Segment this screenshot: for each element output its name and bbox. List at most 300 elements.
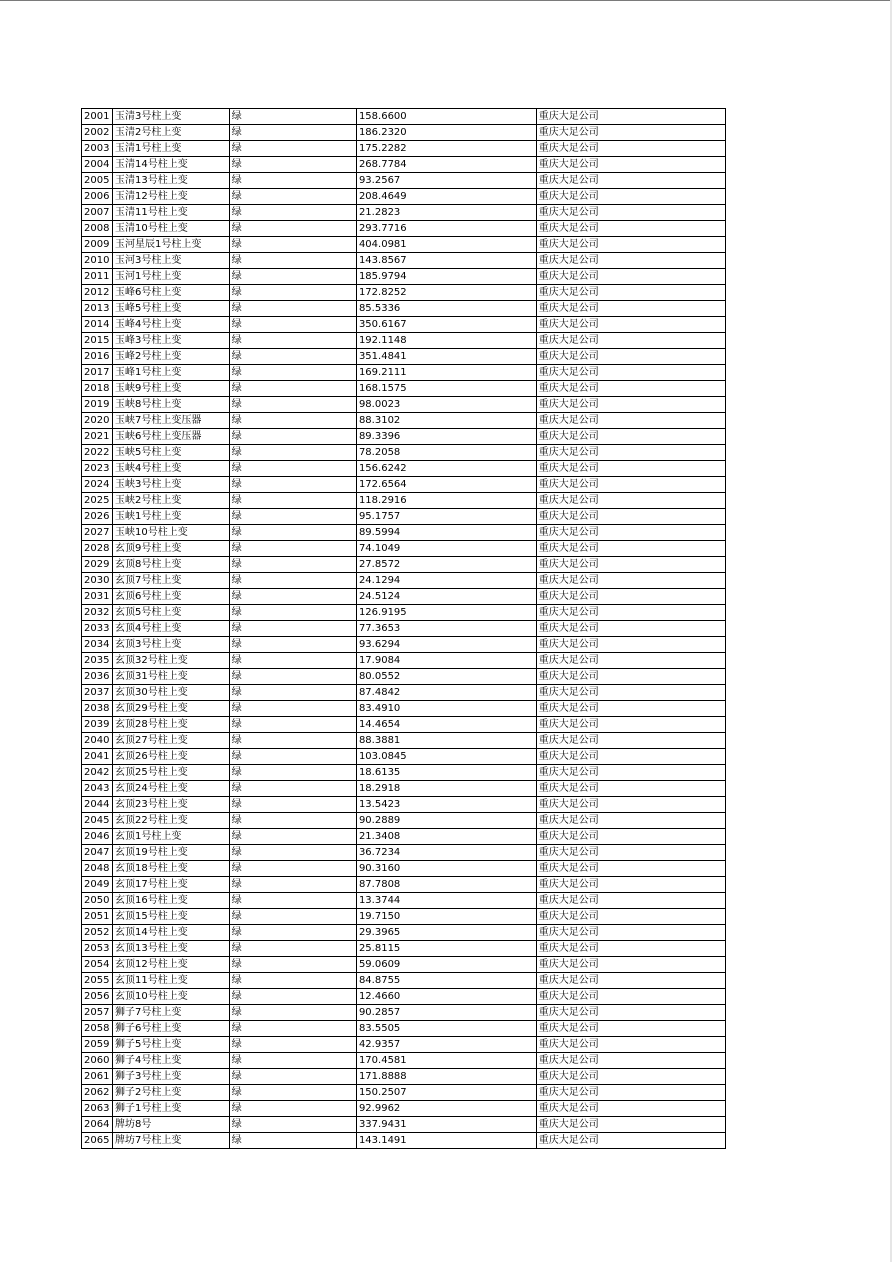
table-row [82, 637, 726, 653]
table-row [82, 589, 726, 605]
cell-id: 2021 [82, 429, 113, 445]
cell-value: 18.6135 [356, 765, 536, 781]
cell-color: 绿 [229, 845, 356, 861]
cell-color: 绿 [229, 669, 356, 685]
cell-value: 185.9794 [356, 269, 536, 285]
cell-name: 玉清2号柱上变 [113, 125, 230, 141]
cell-color: 绿 [229, 493, 356, 509]
cell-color: 绿 [229, 1005, 356, 1021]
cell-value: 88.3881 [356, 733, 536, 749]
table-row [82, 749, 726, 765]
table-row [82, 157, 726, 173]
table-row [82, 573, 726, 589]
cell-name: 玄顶9号柱上变 [113, 541, 230, 557]
cell-color: 绿 [229, 813, 356, 829]
cell-value: 171.8888 [356, 1069, 536, 1085]
cell-name: 玄顶10号柱上变 [113, 989, 230, 1005]
cell-name: 玉河星辰1号柱上变 [113, 237, 230, 253]
cell-color: 绿 [229, 1053, 356, 1069]
cell-color: 绿 [229, 173, 356, 189]
cell-company: 重庆大足公司 [536, 109, 725, 125]
cell-color: 绿 [229, 909, 356, 925]
cell-name: 玉峡8号柱上变 [113, 397, 230, 413]
cell-company: 重庆大足公司 [536, 589, 725, 605]
table-row [82, 397, 726, 413]
cell-color: 绿 [229, 589, 356, 605]
cell-color: 绿 [229, 557, 356, 573]
cell-value: 143.1491 [356, 1133, 536, 1149]
table-row [82, 701, 726, 717]
cell-company: 重庆大足公司 [536, 365, 725, 381]
cell-name: 玄顶11号柱上变 [113, 973, 230, 989]
cell-value: 90.2889 [356, 813, 536, 829]
cell-id: 2010 [82, 253, 113, 269]
cell-id: 2027 [82, 525, 113, 541]
cell-id: 2015 [82, 333, 113, 349]
cell-color: 绿 [229, 253, 356, 269]
cell-name: 玉峰3号柱上变 [113, 333, 230, 349]
cell-color: 绿 [229, 717, 356, 733]
cell-name: 玄顶25号柱上变 [113, 765, 230, 781]
cell-name: 玄顶32号柱上变 [113, 653, 230, 669]
cell-id: 2048 [82, 861, 113, 877]
cell-color: 绿 [229, 381, 356, 397]
cell-name: 玉峡3号柱上变 [113, 477, 230, 493]
cell-company: 重庆大足公司 [536, 205, 725, 221]
cell-company: 重庆大足公司 [536, 237, 725, 253]
cell-value: 118.2916 [356, 493, 536, 509]
table-row [82, 333, 726, 349]
cell-name: 玉峰1号柱上变 [113, 365, 230, 381]
cell-id: 2017 [82, 365, 113, 381]
cell-id: 2051 [82, 909, 113, 925]
cell-value: 95.1757 [356, 509, 536, 525]
cell-company: 重庆大足公司 [536, 989, 725, 1005]
table-row [82, 909, 726, 925]
cell-id: 2056 [82, 989, 113, 1005]
cell-value: 74.1049 [356, 541, 536, 557]
cell-name: 玄顶8号柱上变 [113, 557, 230, 573]
cell-id: 2065 [82, 1133, 113, 1149]
cell-name: 玄顶4号柱上变 [113, 621, 230, 637]
cell-color: 绿 [229, 541, 356, 557]
cell-company: 重庆大足公司 [536, 829, 725, 845]
cell-name: 玄顶1号柱上变 [113, 829, 230, 845]
cell-value: 84.8755 [356, 973, 536, 989]
table-row [82, 669, 726, 685]
cell-name: 玄顶12号柱上变 [113, 957, 230, 973]
cell-value: 192.1148 [356, 333, 536, 349]
cell-name: 玄顶5号柱上变 [113, 605, 230, 621]
table-row [82, 829, 726, 845]
cell-color: 绿 [229, 973, 356, 989]
cell-name: 玉峡5号柱上变 [113, 445, 230, 461]
cell-color: 绿 [229, 893, 356, 909]
table-row [82, 1117, 726, 1133]
cell-value: 12.4660 [356, 989, 536, 1005]
cell-id: 2014 [82, 317, 113, 333]
cell-value: 24.5124 [356, 589, 536, 605]
cell-id: 2047 [82, 845, 113, 861]
cell-name: 狮子3号柱上变 [113, 1069, 230, 1085]
cell-company: 重庆大足公司 [536, 925, 725, 941]
cell-company: 重庆大足公司 [536, 749, 725, 765]
cell-color: 绿 [229, 733, 356, 749]
cell-company: 重庆大足公司 [536, 893, 725, 909]
cell-name: 玄顶24号柱上变 [113, 781, 230, 797]
table-row [82, 413, 726, 429]
cell-id: 2041 [82, 749, 113, 765]
cell-company: 重庆大足公司 [536, 525, 725, 541]
cell-color: 绿 [229, 237, 356, 253]
cell-color: 绿 [229, 285, 356, 301]
cell-id: 2004 [82, 157, 113, 173]
table-row [82, 957, 726, 973]
cell-name: 玄顶28号柱上变 [113, 717, 230, 733]
cell-company: 重庆大足公司 [536, 1069, 725, 1085]
table-row [82, 189, 726, 205]
cell-name: 玉清12号柱上变 [113, 189, 230, 205]
cell-color: 绿 [229, 157, 356, 173]
cell-value: 27.8572 [356, 557, 536, 573]
table-row [82, 1085, 726, 1101]
cell-color: 绿 [229, 605, 356, 621]
cell-name: 狮子2号柱上变 [113, 1085, 230, 1101]
table-row [82, 541, 726, 557]
cell-value: 175.2282 [356, 141, 536, 157]
cell-color: 绿 [229, 125, 356, 141]
cell-color: 绿 [229, 701, 356, 717]
cell-company: 重庆大足公司 [536, 381, 725, 397]
cell-name: 玉峰2号柱上变 [113, 349, 230, 365]
cell-color: 绿 [229, 861, 356, 877]
cell-company: 重庆大足公司 [536, 461, 725, 477]
cell-company: 重庆大足公司 [536, 733, 725, 749]
cell-color: 绿 [229, 925, 356, 941]
cell-company: 重庆大足公司 [536, 189, 725, 205]
cell-value: 89.5994 [356, 525, 536, 541]
cell-company: 重庆大足公司 [536, 717, 725, 733]
table-row [82, 1021, 726, 1037]
cell-id: 2059 [82, 1037, 113, 1053]
cell-id: 2052 [82, 925, 113, 941]
cell-company: 重庆大足公司 [536, 701, 725, 717]
cell-company: 重庆大足公司 [536, 141, 725, 157]
cell-company: 重庆大足公司 [536, 1085, 725, 1101]
cell-id: 2036 [82, 669, 113, 685]
cell-color: 绿 [229, 461, 356, 477]
cell-value: 93.2567 [356, 173, 536, 189]
cell-company: 重庆大足公司 [536, 1053, 725, 1069]
cell-value: 150.2507 [356, 1085, 536, 1101]
cell-color: 绿 [229, 781, 356, 797]
cell-color: 绿 [229, 525, 356, 541]
cell-company: 重庆大足公司 [536, 573, 725, 589]
cell-name: 玄顶31号柱上变 [113, 669, 230, 685]
table-row [82, 925, 726, 941]
cell-value: 87.4842 [356, 685, 536, 701]
cell-company: 重庆大足公司 [536, 445, 725, 461]
table-row [82, 1037, 726, 1053]
cell-color: 绿 [229, 621, 356, 637]
cell-id: 2032 [82, 605, 113, 621]
cell-id: 2003 [82, 141, 113, 157]
cell-color: 绿 [229, 365, 356, 381]
cell-id: 2045 [82, 813, 113, 829]
cell-company: 重庆大足公司 [536, 637, 725, 653]
cell-id: 2043 [82, 781, 113, 797]
cell-id: 2013 [82, 301, 113, 317]
cell-id: 2028 [82, 541, 113, 557]
cell-id: 2022 [82, 445, 113, 461]
cell-id: 2038 [82, 701, 113, 717]
cell-value: 21.2823 [356, 205, 536, 221]
cell-name: 狮子6号柱上变 [113, 1021, 230, 1037]
cell-name: 玉河1号柱上变 [113, 269, 230, 285]
cell-name: 玄顶19号柱上变 [113, 845, 230, 861]
table-body [82, 109, 726, 1149]
table-row [82, 621, 726, 637]
table-row [82, 349, 726, 365]
cell-color: 绿 [229, 685, 356, 701]
cell-id: 2033 [82, 621, 113, 637]
cell-value: 19.7150 [356, 909, 536, 925]
table-row [82, 1133, 726, 1149]
cell-company: 重庆大足公司 [536, 317, 725, 333]
cell-id: 2008 [82, 221, 113, 237]
cell-value: 36.7234 [356, 845, 536, 861]
cell-id: 2018 [82, 381, 113, 397]
cell-company: 重庆大足公司 [536, 861, 725, 877]
cell-id: 2031 [82, 589, 113, 605]
table-row [82, 1005, 726, 1021]
table-row [82, 125, 726, 141]
cell-id: 2046 [82, 829, 113, 845]
table-row [82, 685, 726, 701]
cell-company: 重庆大足公司 [536, 397, 725, 413]
cell-name: 玉峡9号柱上变 [113, 381, 230, 397]
cell-value: 88.3102 [356, 413, 536, 429]
cell-id: 2019 [82, 397, 113, 413]
table-row [82, 861, 726, 877]
table-row [82, 237, 726, 253]
cell-id: 2025 [82, 493, 113, 509]
cell-id: 2062 [82, 1085, 113, 1101]
cell-id: 2037 [82, 685, 113, 701]
cell-value: 89.3396 [356, 429, 536, 445]
cell-value: 158.6600 [356, 109, 536, 125]
cell-id: 2049 [82, 877, 113, 893]
cell-id: 2061 [82, 1069, 113, 1085]
cell-id: 2057 [82, 1005, 113, 1021]
cell-value: 351.4841 [356, 349, 536, 365]
cell-color: 绿 [229, 989, 356, 1005]
table-row [82, 813, 726, 829]
cell-value: 186.2320 [356, 125, 536, 141]
cell-value: 18.2918 [356, 781, 536, 797]
cell-id: 2023 [82, 461, 113, 477]
cell-name: 牌坊7号柱上变 [113, 1133, 230, 1149]
cell-value: 83.5505 [356, 1021, 536, 1037]
cell-name: 玄顶29号柱上变 [113, 701, 230, 717]
table-row [82, 557, 726, 573]
cell-color: 绿 [229, 573, 356, 589]
cell-id: 2044 [82, 797, 113, 813]
cell-name: 玄顶6号柱上变 [113, 589, 230, 605]
cell-value: 172.8252 [356, 285, 536, 301]
page-top-rule [0, 0, 892, 1]
cell-value: 92.9962 [356, 1101, 536, 1117]
cell-company: 重庆大足公司 [536, 797, 725, 813]
cell-company: 重庆大足公司 [536, 1021, 725, 1037]
cell-id: 2029 [82, 557, 113, 573]
cell-name: 狮子7号柱上变 [113, 1005, 230, 1021]
cell-value: 170.4581 [356, 1053, 536, 1069]
cell-id: 2063 [82, 1101, 113, 1117]
cell-name: 玄顶26号柱上变 [113, 749, 230, 765]
table-row [82, 285, 726, 301]
cell-id: 2006 [82, 189, 113, 205]
table-row [82, 525, 726, 541]
cell-color: 绿 [229, 109, 356, 125]
table-row [82, 765, 726, 781]
cell-id: 2002 [82, 125, 113, 141]
table-row [82, 109, 726, 125]
cell-company: 重庆大足公司 [536, 285, 725, 301]
cell-value: 13.5423 [356, 797, 536, 813]
table-row [82, 365, 726, 381]
cell-id: 2007 [82, 205, 113, 221]
cell-color: 绿 [229, 301, 356, 317]
cell-value: 14.4654 [356, 717, 536, 733]
cell-name: 玄顶23号柱上变 [113, 797, 230, 813]
cell-color: 绿 [229, 141, 356, 157]
cell-value: 25.8115 [356, 941, 536, 957]
cell-id: 2030 [82, 573, 113, 589]
cell-color: 绿 [229, 317, 356, 333]
table-row [82, 605, 726, 621]
cell-value: 83.4910 [356, 701, 536, 717]
cell-company: 重庆大足公司 [536, 1101, 725, 1117]
cell-id: 2012 [82, 285, 113, 301]
table-row [82, 381, 726, 397]
cell-color: 绿 [229, 269, 356, 285]
cell-color: 绿 [229, 333, 356, 349]
cell-name: 玉峡6号柱上变压器 [113, 429, 230, 445]
cell-id: 2001 [82, 109, 113, 125]
table-row [82, 797, 726, 813]
cell-value: 90.3160 [356, 861, 536, 877]
cell-company: 重庆大足公司 [536, 973, 725, 989]
cell-company: 重庆大足公司 [536, 557, 725, 573]
table-row [82, 893, 726, 909]
table-row [82, 493, 726, 509]
cell-value: 78.2058 [356, 445, 536, 461]
table-row [82, 173, 726, 189]
cell-value: 126.9195 [356, 605, 536, 621]
cell-color: 绿 [229, 1085, 356, 1101]
cell-value: 169.2111 [356, 365, 536, 381]
cell-company: 重庆大足公司 [536, 669, 725, 685]
cell-name: 玄顶27号柱上变 [113, 733, 230, 749]
table-row [82, 221, 726, 237]
cell-value: 337.9431 [356, 1117, 536, 1133]
cell-name: 玉峡1号柱上变 [113, 509, 230, 525]
cell-company: 重庆大足公司 [536, 1005, 725, 1021]
cell-color: 绿 [229, 1117, 356, 1133]
cell-value: 98.0023 [356, 397, 536, 413]
cell-value: 90.2857 [356, 1005, 536, 1021]
cell-id: 2034 [82, 637, 113, 653]
cell-company: 重庆大足公司 [536, 605, 725, 621]
cell-name: 玉清1号柱上变 [113, 141, 230, 157]
cell-id: 2050 [82, 893, 113, 909]
cell-company: 重庆大足公司 [536, 621, 725, 637]
cell-company: 重庆大足公司 [536, 269, 725, 285]
cell-name: 玉峡7号柱上变压器 [113, 413, 230, 429]
table-row [82, 461, 726, 477]
cell-id: 2060 [82, 1053, 113, 1069]
cell-company: 重庆大足公司 [536, 765, 725, 781]
cell-name: 狮子4号柱上变 [113, 1053, 230, 1069]
cell-value: 13.3744 [356, 893, 536, 909]
cell-value: 85.5336 [356, 301, 536, 317]
cell-name: 狮子5号柱上变 [113, 1037, 230, 1053]
cell-company: 重庆大足公司 [536, 781, 725, 797]
cell-id: 2058 [82, 1021, 113, 1037]
cell-value: 208.4649 [356, 189, 536, 205]
cell-id: 2042 [82, 765, 113, 781]
cell-value: 156.6242 [356, 461, 536, 477]
table-row [82, 317, 726, 333]
cell-color: 绿 [229, 941, 356, 957]
cell-color: 绿 [229, 221, 356, 237]
table-row [82, 973, 726, 989]
cell-name: 玉峡4号柱上变 [113, 461, 230, 477]
cell-color: 绿 [229, 429, 356, 445]
cell-value: 143.8567 [356, 253, 536, 269]
cell-value: 29.3965 [356, 925, 536, 941]
cell-company: 重庆大足公司 [536, 253, 725, 269]
cell-company: 重庆大足公司 [536, 125, 725, 141]
table-row [82, 269, 726, 285]
cell-name: 玉清13号柱上变 [113, 173, 230, 189]
table-row [82, 989, 726, 1005]
cell-color: 绿 [229, 653, 356, 669]
cell-company: 重庆大足公司 [536, 957, 725, 973]
cell-company: 重庆大足公司 [536, 413, 725, 429]
cell-color: 绿 [229, 509, 356, 525]
cell-company: 重庆大足公司 [536, 493, 725, 509]
cell-color: 绿 [229, 829, 356, 845]
table-row [82, 509, 726, 525]
cell-color: 绿 [229, 1037, 356, 1053]
cell-value: 93.6294 [356, 637, 536, 653]
cell-color: 绿 [229, 797, 356, 813]
cell-name: 玉清10号柱上变 [113, 221, 230, 237]
cell-company: 重庆大足公司 [536, 845, 725, 861]
cell-color: 绿 [229, 877, 356, 893]
cell-name: 玉清14号柱上变 [113, 157, 230, 173]
cell-company: 重庆大足公司 [536, 541, 725, 557]
cell-name: 玉峰5号柱上变 [113, 301, 230, 317]
cell-value: 17.9084 [356, 653, 536, 669]
cell-id: 2024 [82, 477, 113, 493]
cell-company: 重庆大足公司 [536, 1117, 725, 1133]
cell-color: 绿 [229, 1133, 356, 1149]
cell-name: 玉河3号柱上变 [113, 253, 230, 269]
cell-company: 重庆大足公司 [536, 909, 725, 925]
